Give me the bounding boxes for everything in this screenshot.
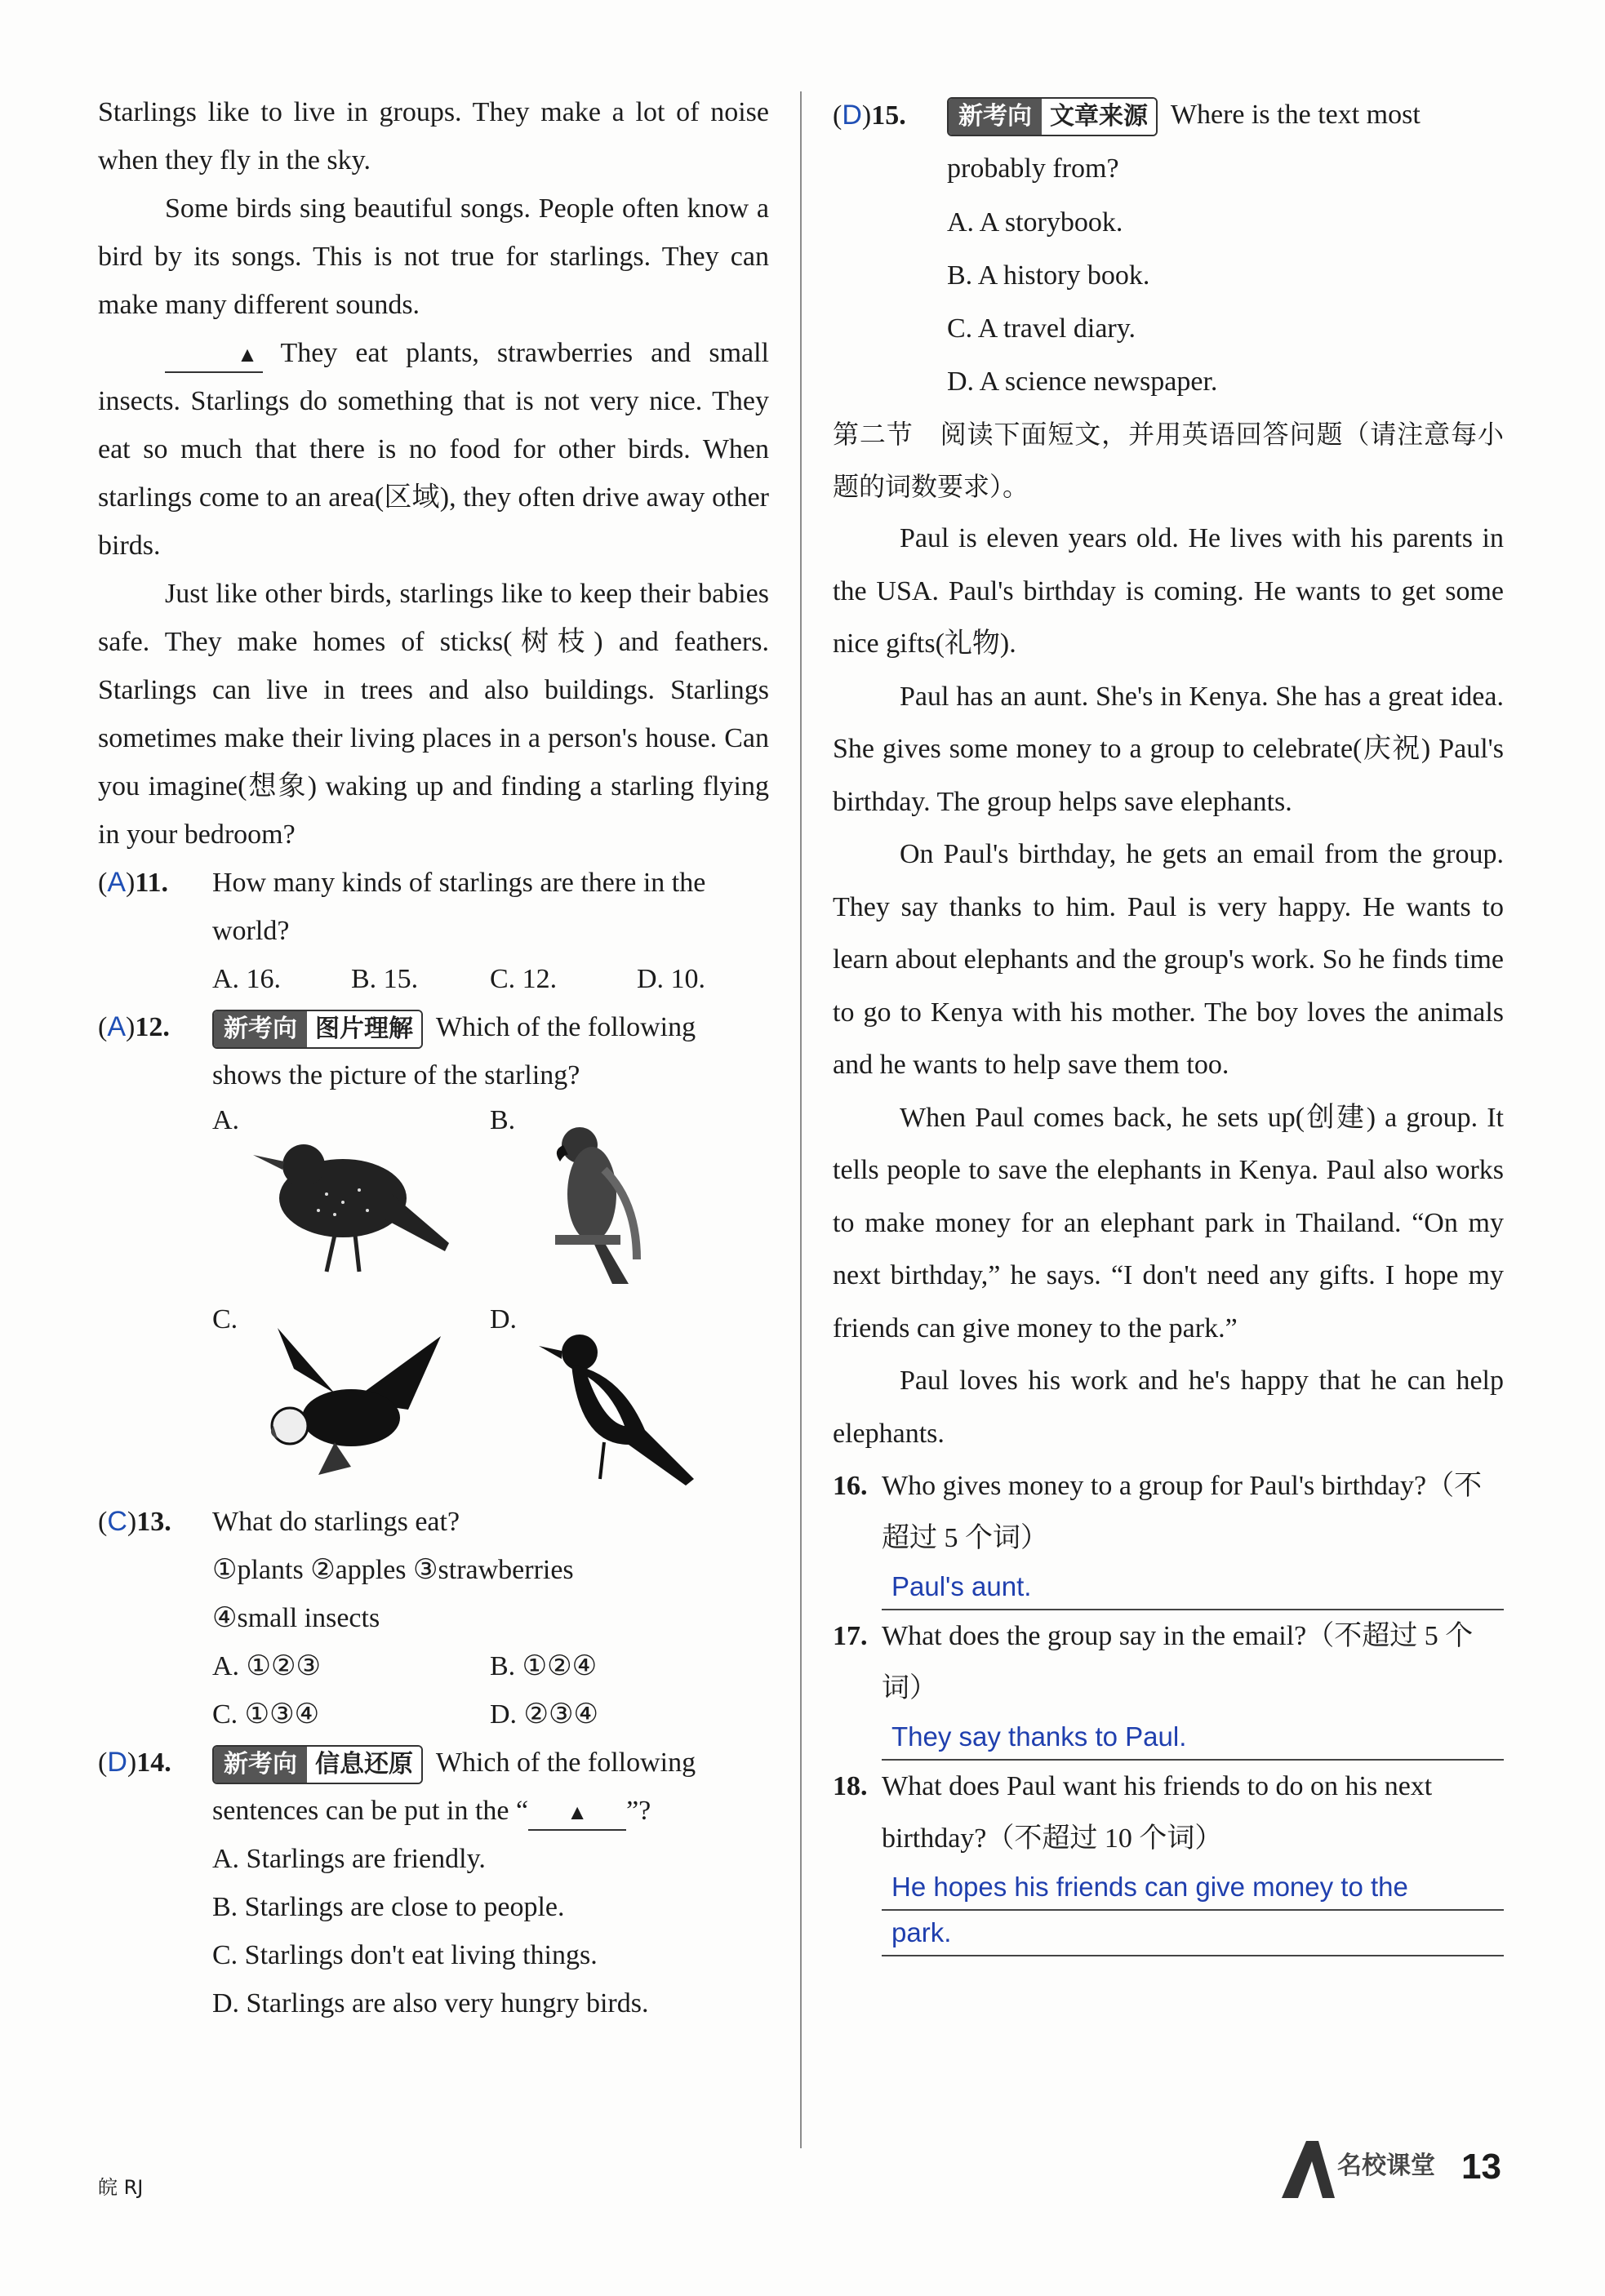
column-divider <box>800 91 802 2148</box>
answer-11: A <box>107 867 127 898</box>
question-11: (A)11. How many kinds of starlings are there in the world? A. 16. B. 15. C. 12. D. 10. <box>98 859 769 1003</box>
bird-option-d: D. <box>490 1303 767 1491</box>
question-16: 16. Who gives money to a group for Paul's birthday?（不超过 5 个词） <box>833 1471 1483 1553</box>
tag-badge: 新考向 信息还原 <box>212 1745 423 1784</box>
story-paragraph-3: On Paul's birthday, he gets an email from the group. They say thanks to him. Paul is very happy. He wants to learn about elephants and the group's work. So he finds time to go to Kenya with his mother. The boy loves the animals and he wants to help save them too. <box>833 839 1504 1080</box>
option-14c: C. Starlings don't eat living things. <box>212 1940 598 1970</box>
option-15b: B. A history book. <box>947 260 1150 291</box>
answer-17: They say thanks to Paul. <box>882 1715 1504 1761</box>
section-title: 第二节 阅读下面短文，并用英语回答问题（请注意每小题的词数要求）。 <box>833 419 1504 502</box>
option-14b: B. Starlings are close to people. <box>212 1892 565 1922</box>
story-paragraph-4: When Paul comes back, he sets up(创建) a group. It tells people to save the elephants in Kenya. Paul also works to make money for an elephant park in Thailand. “On my next birthday,” he says. “I don't need any gifts. I hope my friends can give money to the park.” <box>833 1102 1504 1343</box>
paragraph-4: Just like other birds, starlings like to keep their babies safe. They make homes of sticks(树枝) and feathers. Starlings can live in trees and also buildings. Starlings sometimes make their living places in a person's house. Can you imagine(想象) waking up and finding a starling flying in your bedroom? <box>98 579 769 850</box>
option-11c: C. 12. <box>490 964 558 994</box>
option-14d: D. Starlings are also very hungry birds. <box>212 1988 649 2018</box>
option-13a: A. ①②③ <box>212 1651 321 1681</box>
story-paragraph-1: Paul is eleven years old. He lives with his parents in the USA. Paul's birthday is coming. He wants to get some nice gifts(礼物). <box>833 523 1504 659</box>
question-12: (A)12. 新考向 图片理解 Which of the following shows the picture of the starling? A. B. C. D. <box>98 1003 769 1491</box>
option-13d: D. ②③④ <box>490 1699 598 1730</box>
svg-text:名校课堂: 名校课堂 <box>1337 2152 1435 2180</box>
eagle-icon <box>245 1320 457 1491</box>
bird-options <box>212 1104 769 1491</box>
story-paragraph-2: Paul has an aunt. She's in Kenya. She has a great idea. She gives some money to a group to celebrate(庆祝) Paul's birthday. The group helps save elephants. <box>833 681 1504 817</box>
option-15d: D. A science newspaper. <box>947 366 1218 397</box>
question-15: (D)15. 新考向 文章来源 Where is the text most probably from? A. A storybook. B. A history book. C. A travel diary. D. A science newspaper. <box>833 88 1504 408</box>
blank-marker: ▲ <box>528 1795 626 1831</box>
blank-marker: ▲ <box>165 337 263 373</box>
bird-option-a: A. <box>212 1104 490 1292</box>
option-11a: A. 16. <box>212 964 282 994</box>
answer-12: A <box>107 1011 127 1042</box>
tag-badge: 新考向 文章来源 <box>947 97 1158 136</box>
story-paragraph-5: Paul loves his work and he's happy that he can help elephants. <box>833 1366 1504 1449</box>
paragraph-2: Some birds sing beautiful songs. People often know a bird by its songs. This is not true for starlings. They can make many different sounds. <box>98 193 769 320</box>
parrot-icon <box>522 1121 686 1292</box>
question-13: (C)13. What do starlings eat? ①plants ②apples ③strawberries ④small insects A. ①②③ B. ①②④ C. ①③④ D. ②③④ <box>98 1498 769 1739</box>
page-number: 13 <box>1461 2147 1501 2187</box>
items-13-line2: ④small insects <box>212 1603 380 1633</box>
starling-icon <box>245 1121 457 1292</box>
paragraph-1: Starlings like to live in groups. They make a lot of noise when they fly in the sky. <box>98 97 769 175</box>
option-15c: C. A travel diary. <box>947 313 1136 344</box>
bird-option-b: B. <box>490 1104 767 1292</box>
option-13b: B. ①②④ <box>490 1651 598 1681</box>
footer-edition: 皖 RJ <box>98 2176 144 2199</box>
option-13c: C. ①③④ <box>212 1699 320 1730</box>
option-14a: A. Starlings are friendly. <box>212 1844 486 1874</box>
question-17: 17. What does the group say in the email?（不超过 5 个词） <box>833 1621 1474 1703</box>
magpie-icon <box>522 1320 718 1491</box>
answer-16: Paul's aunt. <box>882 1565 1504 1610</box>
bird-option-c: C. <box>212 1303 490 1491</box>
paragraph-3: ▲ They eat plants, strawberries and small insects. Starlings do something that is not very nice. They eat so much that there is no food for other birds. When starlings come to an area(区域), they often drive away other birds. <box>98 338 770 561</box>
left-column <box>98 88 769 2027</box>
answer-13: C <box>107 1506 127 1537</box>
right-column <box>833 88 1504 1956</box>
option-11d: D. 10. <box>637 964 706 994</box>
question-14: (D)14. 新考向 信息还原 Which of the following sentences can be put in the “ ▲ ”? A. Starlings are friendly. B. Starlings are close to people. C. Starlings don't eat living things. D. Starlings are also very hungry birds. <box>98 1739 769 2027</box>
answer-14: D <box>107 1747 127 1778</box>
answer-15: D <box>842 100 862 131</box>
items-13-line1: ①plants ②apples ③strawberries <box>212 1555 574 1585</box>
tag-badge: 新考向 图片理解 <box>212 1010 423 1049</box>
option-15a: A. A storybook. <box>947 207 1123 238</box>
answer-18-line1: He hopes his friends can give money to the <box>882 1865 1504 1911</box>
answer-18-line2: park. <box>882 1911 1504 1956</box>
question-18: 18. What does Paul want his friends to do on his next birthday?（不超过 10 个词） <box>833 1771 1433 1854</box>
brand-logo-icon <box>1274 2137 1453 2202</box>
option-11b: B. 15. <box>351 964 419 994</box>
